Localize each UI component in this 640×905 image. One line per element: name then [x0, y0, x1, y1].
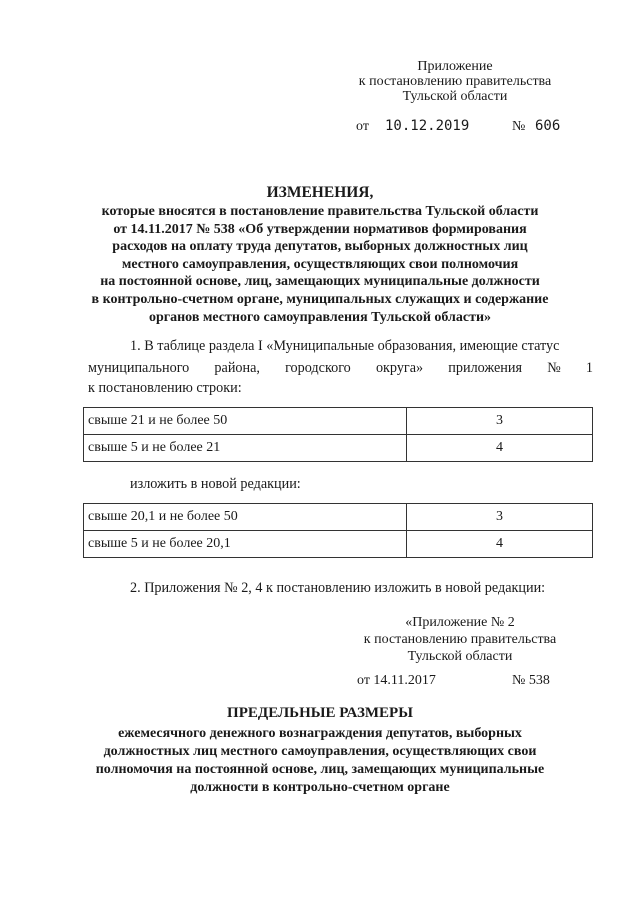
item1-word: 1: [585, 360, 593, 376]
appendix2-date: от 14.11.2017: [357, 673, 436, 688]
item1-line1: 1. В таблице раздела I «Муниципальные образования, имеющие статус: [130, 338, 560, 354]
table-cell-value: 4: [407, 531, 593, 558]
header-date: 10.12.2019: [385, 118, 470, 134]
appendix2-header: [335, 614, 585, 665]
item1-word: округа»: [375, 360, 424, 376]
appendix2-ref: к постановлению правительства: [363, 632, 557, 647]
table-cell-range: свыше 5 и не более 21: [84, 435, 407, 462]
title-line: расходов на оплату труда депутатов, выборных должностных лиц: [112, 239, 528, 255]
changes-description: [40, 203, 600, 326]
appendix-header: [330, 58, 580, 105]
title-line: органов местного самоуправления Тульской области»: [148, 309, 492, 325]
new-rows-table: [83, 503, 593, 558]
appendix-ref: к постановлению правительства: [358, 74, 552, 89]
limits-line: полномочия на постоянной основе, лиц, замещающих муниципальные: [95, 762, 545, 777]
item1-line2: [88, 360, 593, 377]
appendix-label: Приложение: [417, 59, 493, 74]
header-number-prefix: №: [512, 119, 526, 134]
table-row: [84, 435, 593, 462]
limits-line: ежемесячного денежного вознаграждения депутатов, выборных: [118, 726, 522, 741]
limits-line: должности в контрольно-счетном органе: [190, 780, 450, 795]
title-line: в контрольно-счетном органе, муниципальных служащих и содержание: [91, 291, 549, 307]
table-cell-value: 3: [407, 504, 593, 531]
limits-description: [40, 725, 600, 797]
table-row: [84, 408, 593, 435]
title-line: местного самоуправления, осуществляющих свои полномочия: [121, 256, 519, 272]
item1-word: городского: [285, 360, 351, 376]
title-line: на постоянной основе, лиц, замещающих муниципальные должности: [100, 274, 540, 290]
item1-word: муниципального: [88, 360, 190, 376]
new-edition-label: изложить в новой редакции:: [130, 476, 301, 492]
item2-text: 2. Приложения № 2, 4 к постановлению изложить в новой редакции:: [130, 580, 546, 596]
table-cell-range: свыше 20,1 и не более 50: [84, 504, 407, 531]
changes-heading: ИЗМЕНЕНИЯ,: [266, 184, 374, 201]
limits-line: должностных лиц местного самоуправления, осуществляющих свои: [103, 744, 537, 759]
table-cell-value: 4: [407, 435, 593, 462]
appendix2-number: № 538: [512, 673, 550, 688]
appendix-region: Тульской области: [402, 89, 508, 104]
table-cell-value: 3: [407, 408, 593, 435]
title-line: от 14.11.2017 № 538 «Об утверждении нормативов формирования: [113, 221, 527, 237]
item1-word: №: [547, 360, 561, 376]
table-row: [84, 531, 593, 558]
table-cell-range: свыше 5 и не более 20,1: [84, 531, 407, 558]
table-row: [84, 504, 593, 531]
limits-heading: ПРЕДЕЛЬНЫЕ РАЗМЕРЫ: [227, 705, 413, 721]
old-rows-table: [83, 407, 593, 462]
item1-word: района,: [214, 360, 260, 376]
appendix2-region: Тульской области: [407, 649, 513, 664]
title-line: которые вносятся в постановление правительства Тульской области: [101, 204, 539, 219]
table-cell-range: свыше 21 и не более 50: [84, 408, 407, 435]
item1-word: приложения: [448, 360, 523, 376]
item1-line3: к постановлению строки:: [88, 380, 242, 396]
appendix2-label: «Приложение № 2: [405, 615, 515, 630]
header-number: 606: [535, 118, 561, 134]
header-date-prefix: от: [356, 119, 369, 134]
